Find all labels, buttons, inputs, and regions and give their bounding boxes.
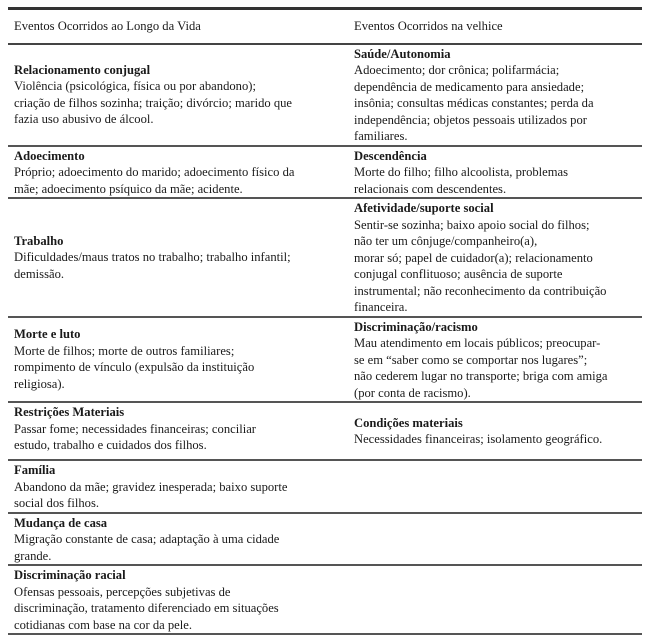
events-table: [8, 7, 642, 635]
left-cell: [8, 402, 340, 460]
category-description-line: se em “saber como se comportar nos lugares”;: [354, 352, 588, 367]
category-description-line: independência; objetos pessoais utilizados por: [354, 112, 587, 127]
category-title: Morte e luto: [14, 327, 81, 342]
table-row: [8, 198, 642, 317]
left-cell: [8, 146, 340, 199]
category-description-line: Violência (psicológica, física ou por abandono);: [14, 79, 256, 93]
right-cell: [340, 317, 642, 403]
left-cell: [8, 565, 340, 634]
category-description-line: insônia; consultas médicas constantes; perda da: [354, 96, 594, 110]
category-description-line: rompimento de vínculo (expulsão da instituição: [14, 360, 255, 375]
category-description-line: discriminação, tratamento diferenciado em situações: [14, 601, 279, 615]
category-description-line: social dos filhos.: [14, 496, 100, 510]
category-description-line: financeira.: [354, 300, 408, 314]
table-row: [8, 402, 642, 460]
category-title: Discriminação racial: [14, 568, 126, 582]
category-title: Saúde/Autonomia: [354, 46, 451, 61]
category-title: Trabalho: [14, 233, 64, 248]
right-cell: [340, 460, 642, 513]
category-title: Discriminação/racismo: [354, 319, 478, 334]
category-title: Afetividade/suporte social: [354, 201, 494, 215]
category-description-line: Adoecimento; dor crônica; polifarmácia;: [354, 63, 560, 77]
category-description-line: Necessidades financeiras; isolamento geográfico.: [354, 432, 603, 446]
category-title: Adoecimento: [14, 148, 85, 163]
table-row: [8, 513, 642, 566]
category-title: Restrições Materiais: [14, 405, 125, 419]
right-cell: [340, 198, 642, 317]
category-title: Mudança de casa: [14, 515, 108, 530]
category-title: Família: [14, 463, 56, 477]
table-row: [8, 565, 642, 634]
category-title: Descendência: [354, 148, 427, 163]
category-description-line: Abandono da mãe; gravidez inesperada; baixo suporte: [14, 479, 288, 494]
category-description-line: relacionais com descendentes.: [354, 181, 507, 196]
category-description-line: Mau atendimento em locais públicos; preocupar-: [354, 336, 601, 350]
category-description-line: criação de filhos sozinha; traição; divórcio; marido que: [14, 95, 293, 110]
category-description-line: dependência de medicamento para ansiedade;: [354, 79, 585, 94]
table-row: [8, 44, 642, 146]
category-description-line: Migração constante de casa; adaptação à uma cidade: [14, 532, 280, 546]
category-description-line: demissão.: [14, 266, 65, 281]
category-description-line: mãe; adoecimento psíquico da mãe; acidente.: [14, 181, 243, 196]
category-description-line: conjugal conflituoso; ausência de suporte: [354, 267, 563, 281]
category-description-line: não ter um cônjuge/companheiro(a),: [354, 234, 538, 248]
left-cell: [8, 198, 340, 317]
left-cell: [8, 44, 340, 146]
right-cell: [340, 44, 642, 146]
table-header-row: [8, 9, 642, 44]
right-cell: [340, 402, 642, 460]
category-description-line: cotidianas com base na cor da pele.: [14, 617, 192, 632]
category-description-line: familiares.: [354, 129, 408, 143]
table-row: [8, 317, 642, 403]
header-old-age-events: Eventos Ocorridos na velhice: [354, 18, 503, 33]
category-description-line: religiosa).: [14, 376, 65, 391]
right-cell: [340, 146, 642, 199]
category-description-line: instrumental; não reconhecimento da contribuição: [354, 283, 607, 298]
category-description-line: fazia uso abusivo de álcool.: [14, 112, 154, 126]
table-row: [8, 146, 642, 199]
category-description-line: estudo, trabalho e cuidados dos filhos.: [14, 438, 207, 452]
category-description-line: morar só; papel de cuidador(a); relacionamento: [354, 250, 593, 265]
right-cell: [340, 565, 642, 634]
category-title: Condições materiais: [354, 415, 463, 430]
category-description-line: Sentir-se sozinha; baixo apoio social do filhos;: [354, 217, 590, 232]
header-life-events: Eventos Ocorridos ao Longo da Vida: [14, 18, 201, 33]
category-description-line: Morte do filho; filho alcoolista, problemas: [354, 165, 569, 179]
right-cell: [340, 513, 642, 566]
category-description-line: (por conta de racismo).: [354, 385, 471, 400]
category-description-line: Dificuldades/maus tratos no trabalho; trabalho infantil;: [14, 250, 291, 264]
category-description-line: Ofensas pessoais, percepções subjetivas de: [14, 584, 231, 599]
left-cell: [8, 460, 340, 513]
category-title: Relacionamento conjugal: [14, 62, 151, 77]
category-description-line: Próprio; adoecimento do marido; adoecimento físico da: [14, 165, 295, 179]
left-cell: [8, 513, 340, 566]
category-description-line: não cederem lugar no transporte; briga com amiga: [354, 369, 608, 383]
category-description-line: Passar fome; necessidades financeiras; conciliar: [14, 421, 256, 436]
table-row: [8, 460, 642, 513]
category-description-line: Morte de filhos; morte de outros familiares;: [14, 343, 235, 358]
category-description-line: grande.: [14, 548, 52, 563]
left-cell: [8, 317, 340, 403]
